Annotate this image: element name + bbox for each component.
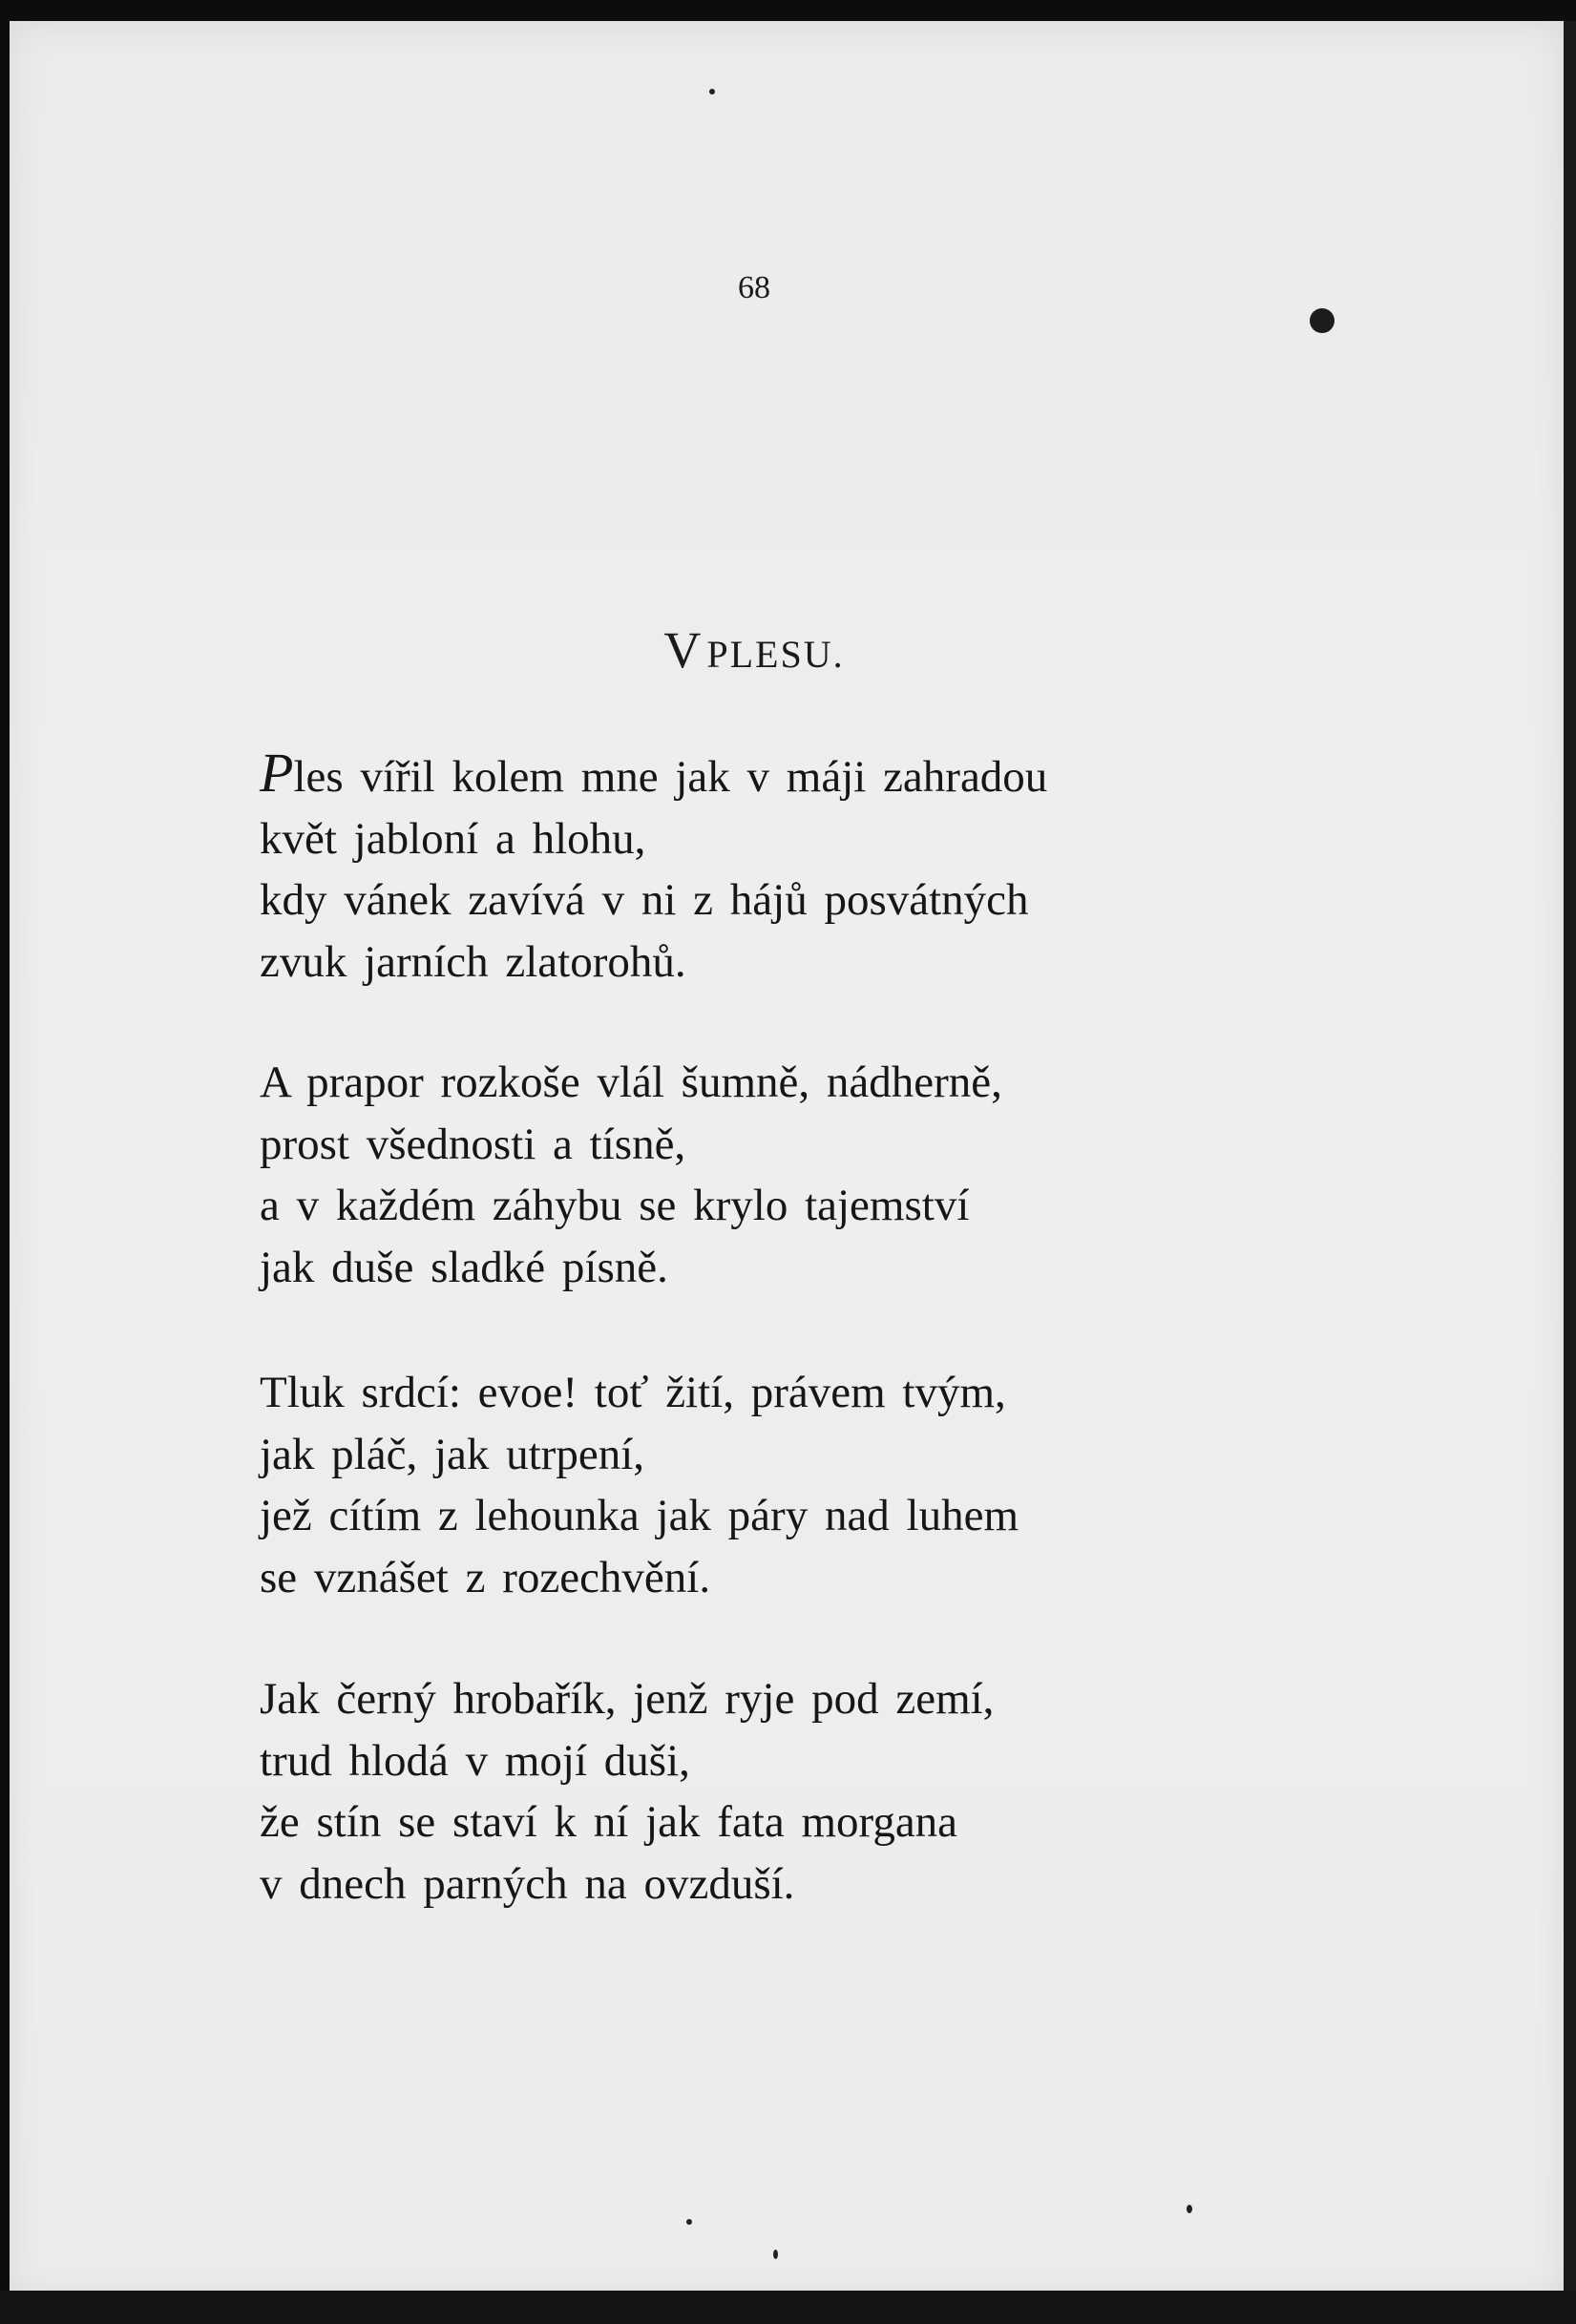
verse-line: trud hlodá v mojí duši, bbox=[260, 1735, 690, 1786]
verse-line: že stín se staví k ní jak fata morgana bbox=[260, 1797, 958, 1847]
page-number: 68 bbox=[738, 270, 770, 305]
stanza-4 bbox=[260, 1668, 994, 1915]
verse-line: kdy vánek zavívá v ni z hájů posvátných bbox=[260, 875, 1029, 925]
ink-speck bbox=[709, 89, 715, 94]
verse-line bbox=[260, 743, 1047, 808]
page-edge-shadow bbox=[1564, 21, 1576, 2302]
ink-speck bbox=[1187, 2205, 1192, 2213]
verse-line: Tluk srdcí: evoe! toť žití, právem tvým, bbox=[260, 1368, 1006, 1417]
verse-line: jak duše sladké písně. bbox=[260, 1242, 668, 1292]
verse-line: Jak černý hrobařík, jenž ryje pod zemí, bbox=[260, 1674, 995, 1724]
ink-speck bbox=[1310, 308, 1334, 333]
verse-line: prost všednosti a tísně, bbox=[260, 1119, 686, 1169]
ink-speck bbox=[773, 2250, 778, 2259]
verse-line: květ jabloní a hlohu, bbox=[260, 813, 646, 864]
stanza-1 bbox=[260, 743, 1047, 993]
title-capital: V bbox=[663, 621, 703, 679]
verse-line: jak pláč, jak utrpení, bbox=[260, 1429, 644, 1479]
verse-line: a v každém záhybu se krylo tajemství bbox=[260, 1181, 970, 1230]
stanza-2 bbox=[260, 1052, 1002, 1298]
stanza-3 bbox=[260, 1362, 1019, 1608]
title-rest: PLESU. bbox=[706, 633, 845, 676]
poem-title bbox=[0, 620, 1508, 680]
verse-line-text: les vířil kolem mne jak v máji zahradou bbox=[293, 752, 1048, 802]
verse-line: jež cítím z lehounka jak páry nad luhem bbox=[260, 1491, 1019, 1540]
verse-line: A prapor rozkoše vlál šumně, nádherně, bbox=[260, 1057, 1002, 1107]
decorative-initial: P bbox=[260, 742, 294, 804]
page-bottom-edge bbox=[0, 2291, 1576, 2324]
verse-line: se vznášet z rozechvění. bbox=[260, 1552, 711, 1602]
verse-line: zvuk jarních zlatorohů. bbox=[260, 936, 686, 987]
ink-speck bbox=[686, 2219, 692, 2225]
verse-line: v dnech parných na ovzduší. bbox=[260, 1858, 795, 1909]
